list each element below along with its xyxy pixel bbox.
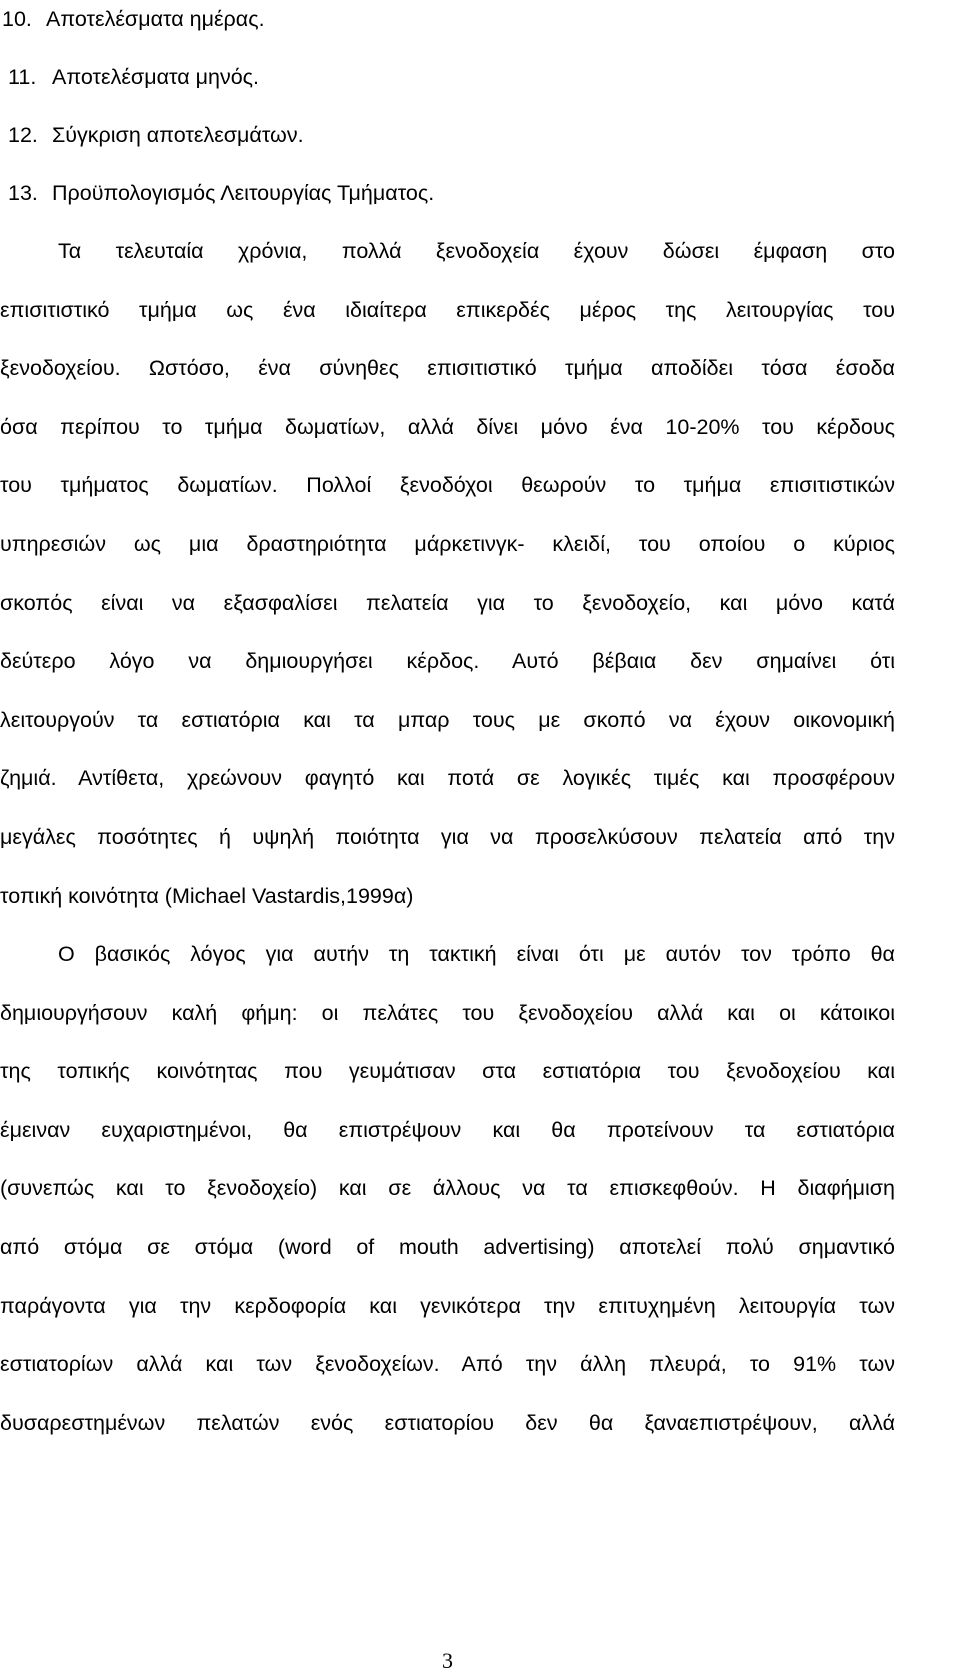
list-number: 11. xyxy=(8,65,37,89)
paragraph-line: δημιουργήσουν καλή φήμη: οι πελάτες του ξενοδοχείου αλλά και οι κάτοικοι xyxy=(0,1000,895,1025)
list-text: Σύγκριση αποτελεσμάτων. xyxy=(52,123,304,147)
paragraph-line: μεγάλες ποσότητες ή υψηλή ποιότητα για να προσελκύσουν πελατεία από την xyxy=(0,824,895,849)
list-number: 13. xyxy=(8,181,38,205)
list-text: Προϋπολογισμός Λειτουργίας Τμήματος. xyxy=(52,181,435,205)
paragraph-line: του τμήματος δωματίων. Πολλοί ξενοδόχοι θεωρούν το τμήμα επισιτιστικών xyxy=(0,473,895,498)
paragraph-line: υπηρεσιών ως μια δραστηριότητα μάρκετινγκ- κλειδί, του οποίου ο κύριος xyxy=(0,531,895,556)
list-item xyxy=(2,0,434,48)
paragraph-line: εστιατορίων αλλά και των ξενοδοχείων. Από την άλλη πλευρά, το 91% των xyxy=(0,1352,895,1377)
paragraph-line: επισιτιστικό τμήμα ως ένα ιδιαίτερα επικερδές μέρος της λειτουργίας του xyxy=(0,297,895,322)
paragraph-line: ξενοδοχείου. Ωστόσο, ένα σύνηθες επισιτιστικό τμήμα αποδίδει τόσα έσοδα xyxy=(0,356,895,381)
paragraph-1 xyxy=(0,222,895,925)
list-number: 12. xyxy=(8,123,38,147)
paragraph-line: από στόμα σε στόμα (word of mouth advertising) αποτελεί πολύ σημαντικό xyxy=(0,1234,895,1259)
list-item xyxy=(2,48,434,106)
paragraph-2 xyxy=(0,925,895,1452)
paragraph-line: της τοπικής κοινότητας που γευμάτισαν στα εστιατόρια του ξενοδοχείου και xyxy=(0,1059,895,1084)
paragraph-line: τοπική κοινότητα (Michael Vastardis,1999α) xyxy=(0,883,414,908)
list-item xyxy=(2,164,434,222)
numbered-list xyxy=(2,0,434,222)
paragraph-line: δυσαρεστημένων πελατών ενός εστιατορίου δεν θα ξαναεπιστρέψουν, αλλά xyxy=(0,1410,895,1435)
list-number: 10. xyxy=(2,7,32,31)
paragraph-line: Ο βασικός λόγος για αυτήν τη τακτική είναι ότι με αυτόν τον τρόπο θα xyxy=(58,942,895,966)
paragraph-line: έμειναν ευχαριστημένοι, θα επιστρέψουν και θα προτείνουν τα εστιατόρια xyxy=(0,1117,895,1142)
list-text: Αποτελέσματα μηνός. xyxy=(52,65,260,89)
paragraph-line: ζημιά. Αντίθετα, χρεώνουν φαγητό και ποτά σε λογικές τιμές και προσφέρουν xyxy=(0,766,895,791)
list-item xyxy=(2,106,434,164)
list-text: Αποτελέσματα ημέρας. xyxy=(46,7,265,31)
page-number: 3 xyxy=(442,1648,453,1673)
paragraph-line: Τα τελευταία χρόνια, πολλά ξενοδοχεία έχουν δώσει έμφαση στο xyxy=(58,239,895,263)
paragraph-line: δεύτερο λόγο να δημιουργήσει κέρδος. Αυτό βέβαια δεν σημαίνει ότι xyxy=(0,649,895,674)
paragraph-line: όσα περίπου το τμήμα δωματίων, αλλά δίνει μόνο ένα 10-20% του κέρδους xyxy=(0,414,895,439)
paragraph-line: σκοπός είναι να εξασφαλίσει πελατεία για το ξενοδοχείο, και μόνο κατά xyxy=(0,590,895,615)
paragraph-line: λειτουργούν τα εστιατόρια και τα μπαρ τους με σκοπό να έχουν οικονομική xyxy=(0,707,895,732)
paragraph-line: παράγοντα για την κερδοφορία και γενικότερα την επιτυχημένη λειτουργία των xyxy=(0,1293,895,1318)
paragraph-line: (συνεπώς και το ξενοδοχείο) και σε άλλους να τα επισκεφθούν. Η διαφήμιση xyxy=(0,1176,895,1201)
